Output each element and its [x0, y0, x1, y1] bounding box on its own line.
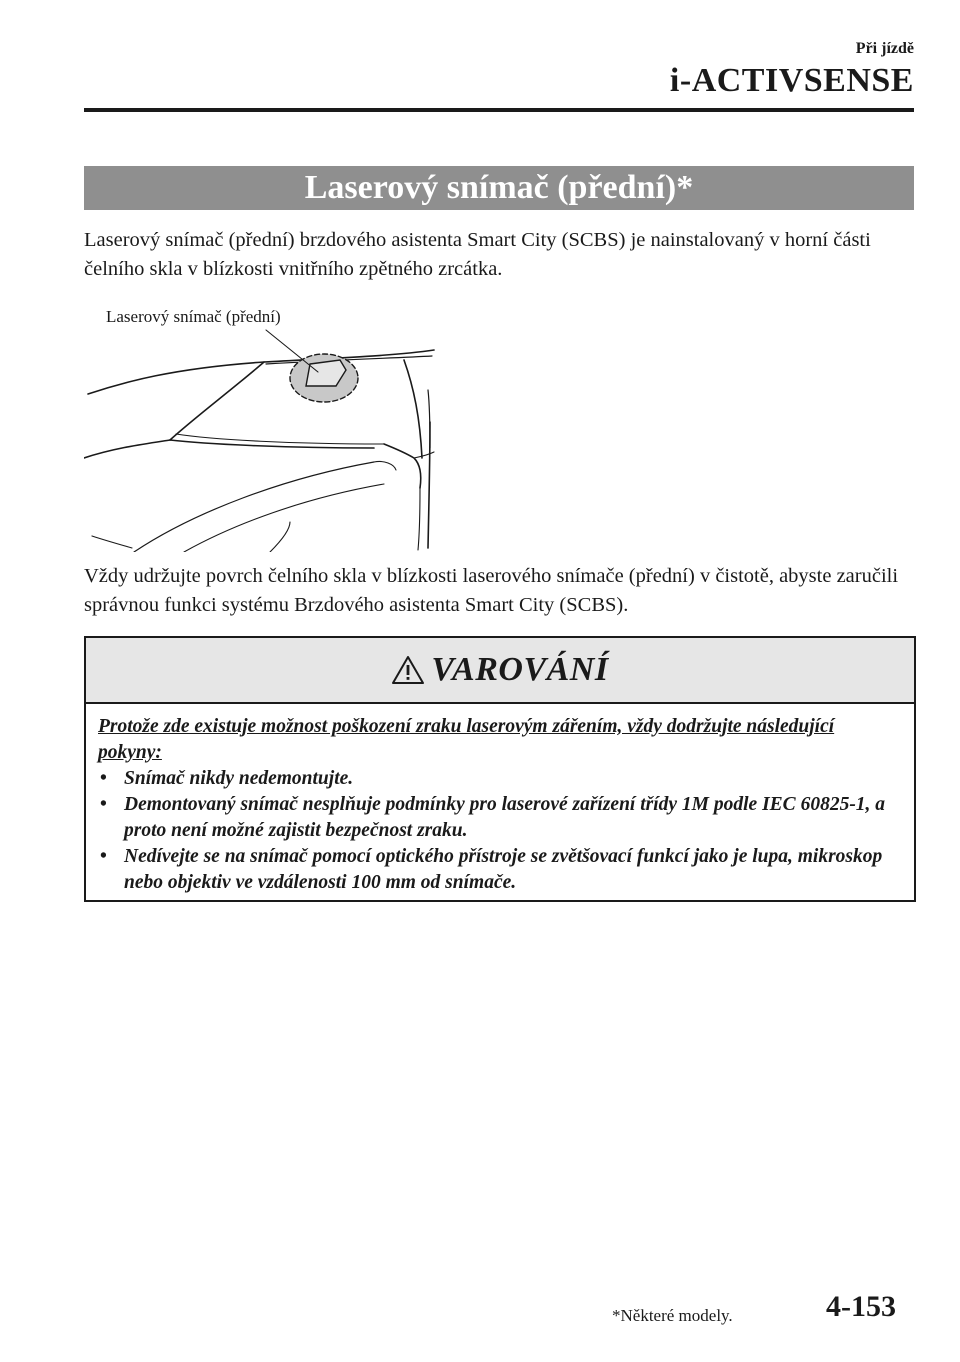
figure-label: Laserový snímač (přední): [106, 307, 281, 326]
header-chapter: i-ACTIVSENSE: [669, 62, 914, 99]
care-paragraph: Vždy udržujte povrch čelního skla v blízkosti laserového snímače (přední) v čistotě, abyste zaručili správnou funkci systému Brzdového asistenta Smart City (SCBS).: [84, 565, 899, 616]
warning-body: [86, 704, 914, 896]
warning-header: [86, 638, 914, 704]
list-item: • Snímač nikdy nedemontujte.: [98, 766, 902, 792]
footnote: *Některé modely.: [612, 1306, 733, 1325]
warning-list: [98, 766, 902, 896]
intro-paragraph: Laserový snímač (přední) brzdového asistenta Smart City (SCBS) je nainstalovaný v horní části čelního skla v blízkosti vnitřního zpětného zrcátka.: [84, 229, 871, 280]
list-item: • Demontovaný snímač nesplňuje podmínky pro laserové zařízení třídy 1M podle IEC 60825-1, a proto není možné zajistit bezpečnost zraku.: [100, 794, 886, 841]
list-item: • Nedívejte se na snímač pomocí optického přístroje se zvětšovací funkcí jako je lupa, mikroskop nebo objektiv ve vzdálenosti 100 mm od snímače.: [100, 846, 883, 893]
warning-box: [84, 636, 916, 902]
section-title: Laserový snímač (přední)*: [84, 166, 914, 210]
bullet-symbol: •: [100, 768, 107, 789]
warning-title: VAROVÁNÍ: [431, 651, 609, 688]
page-number: 4-153: [826, 1290, 896, 1323]
header-section: Při jízdě: [855, 40, 914, 57]
header-rule: [84, 108, 914, 112]
warning-intro: Protože zde existuje možnost poškození zraku laserovým zářením, vždy dodržujte následující pokyny:: [98, 716, 835, 763]
bullet-symbol: •: [100, 846, 107, 867]
warning-triangle-icon: [391, 654, 425, 686]
bullet-symbol: •: [100, 794, 107, 815]
windshield-illustration: [84, 298, 436, 552]
